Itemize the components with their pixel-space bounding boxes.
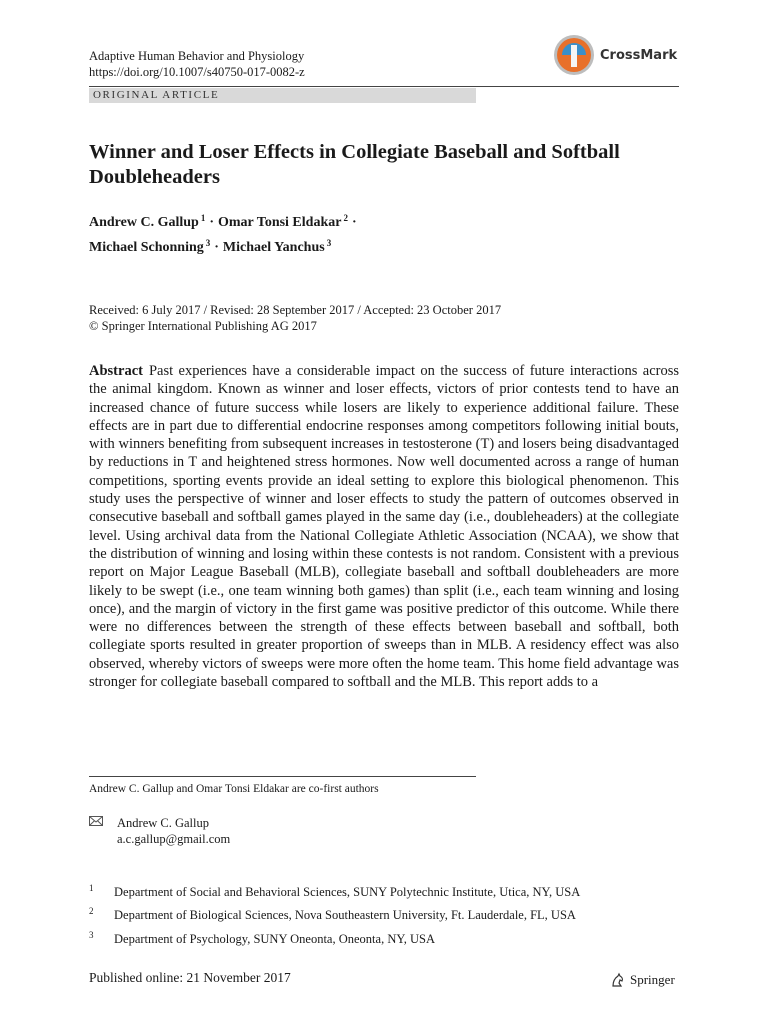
journal-name: Adaptive Human Behavior and Physiology <box>89 49 305 63</box>
corresponding-author-name: Andrew C. Gallup <box>117 816 209 830</box>
article-type-bar <box>89 88 476 103</box>
author-name[interactable]: Omar Tonsi Eldakar <box>218 215 342 230</box>
springer-horse-icon <box>610 972 626 988</box>
author-name[interactable]: Michael Schonning <box>89 240 204 255</box>
corresponding-author-email[interactable]: a.c.gallup@gmail.com <box>117 832 231 846</box>
affiliation-number: 2 <box>89 906 94 916</box>
author-name[interactable]: Andrew C. Gallup <box>89 215 199 230</box>
affiliation-number: 1 <box>89 883 94 893</box>
author-affiliation-mark: 3 <box>326 238 332 248</box>
affiliation-text: Department of Psychology, SUNY Oneonta, Oneonta, NY, USA <box>114 932 436 946</box>
author-affiliation-mark: 2 <box>343 213 348 223</box>
springer-label: Springer <box>630 972 675 987</box>
article-title: Winner and Loser Effects in Collegiate Baseball and Softball Doubleheaders <box>89 141 620 188</box>
affiliation-text: Department of Social and Behavioral Sciences, SUNY Polytechnic Institute, Utica, NY, USA <box>114 885 581 899</box>
author-list <box>89 208 689 258</box>
crossmark-icon <box>552 33 596 77</box>
affiliation-text: Department of Biological Sciences, Nova Southeastern University, Ft. Lauderdale, FL, USA <box>114 908 576 922</box>
published-online-date: Published online: 21 November 2017 <box>89 970 291 985</box>
author-name[interactable]: Michael Yanchus <box>222 240 325 255</box>
author-affiliation-mark: 3 <box>205 238 211 248</box>
author-affiliation-mark: 1 <box>200 213 206 223</box>
springer-logo[interactable] <box>610 972 675 988</box>
author-separator: · <box>351 215 357 230</box>
crossmark-label: CrossMark <box>600 47 678 63</box>
crossmark-badge[interactable] <box>552 33 677 77</box>
doi-link[interactable]: https://doi.org/10.1007/s40750-017-0082-z <box>89 65 305 79</box>
envelope-icon <box>89 816 103 826</box>
copyright-notice: © Springer International Publishing AG 2017 <box>89 319 317 333</box>
affiliation-number: 3 <box>89 930 94 940</box>
article-type: ORIGINAL ARTICLE <box>93 89 220 101</box>
header-rule <box>89 86 679 87</box>
article-dates: Received: 6 July 2017 / Revised: 28 September 2017 / Accepted: 23 October 2017 <box>89 303 502 317</box>
footnote-rule <box>89 776 476 777</box>
abstract-text: Past experiences have a considerable impact on the success of future interactions across the animal kingdom. Known as winner and loser effects, victors of prior contests tend to have an increased chance of future success while losers are likely to experience additional failure. These effects are in part due to differential endocrine responses among competitors following initial bouts, with winners benefiting from subsequent increases in testosterone (T) and losers being disadvantaged by reductions in T and heightened stress hormones. Now well documented across a range of human competitions, sporting events provide an ideal setting to explore this biological phenomenon. This study uses the perspective of winner and loser effects to study the pattern of outcomes observed in consecutive baseball and softball games played in the same day (i.e., doubleheaders) at the collegiate level. Using archival data from the National Collegiate Athletic Association (NCAA), we show that the distribution of winning and losing within these contests is not random. Consistent with a previous report on Major League Baseball (MLB), collegiate baseball and softball doubleheaders are more likely to be swept (i.e., one team winning both games) than split (i.e., each team winning and losing once), and the margin of victory in the first game was positive predictor of this outcome. While there were no differences between the strength of these effects between baseball and softball, both collegiate sports resulted in greater proportion of sweeps than in MLB. A residency effect was also observed, whereby victors of sweeps were more often the home team. This home field advantage was stronger for collegiate baseball compared to softball and the MLB. This report adds to a <box>89 363 679 691</box>
abstract-label: Abstract <box>89 363 143 379</box>
author-separator: · <box>209 215 214 230</box>
abstract <box>89 362 679 691</box>
author-separator: · <box>214 240 219 255</box>
co-first-author-note: Andrew C. Gallup and Omar Tonsi Eldakar are co-first authors <box>89 783 379 795</box>
